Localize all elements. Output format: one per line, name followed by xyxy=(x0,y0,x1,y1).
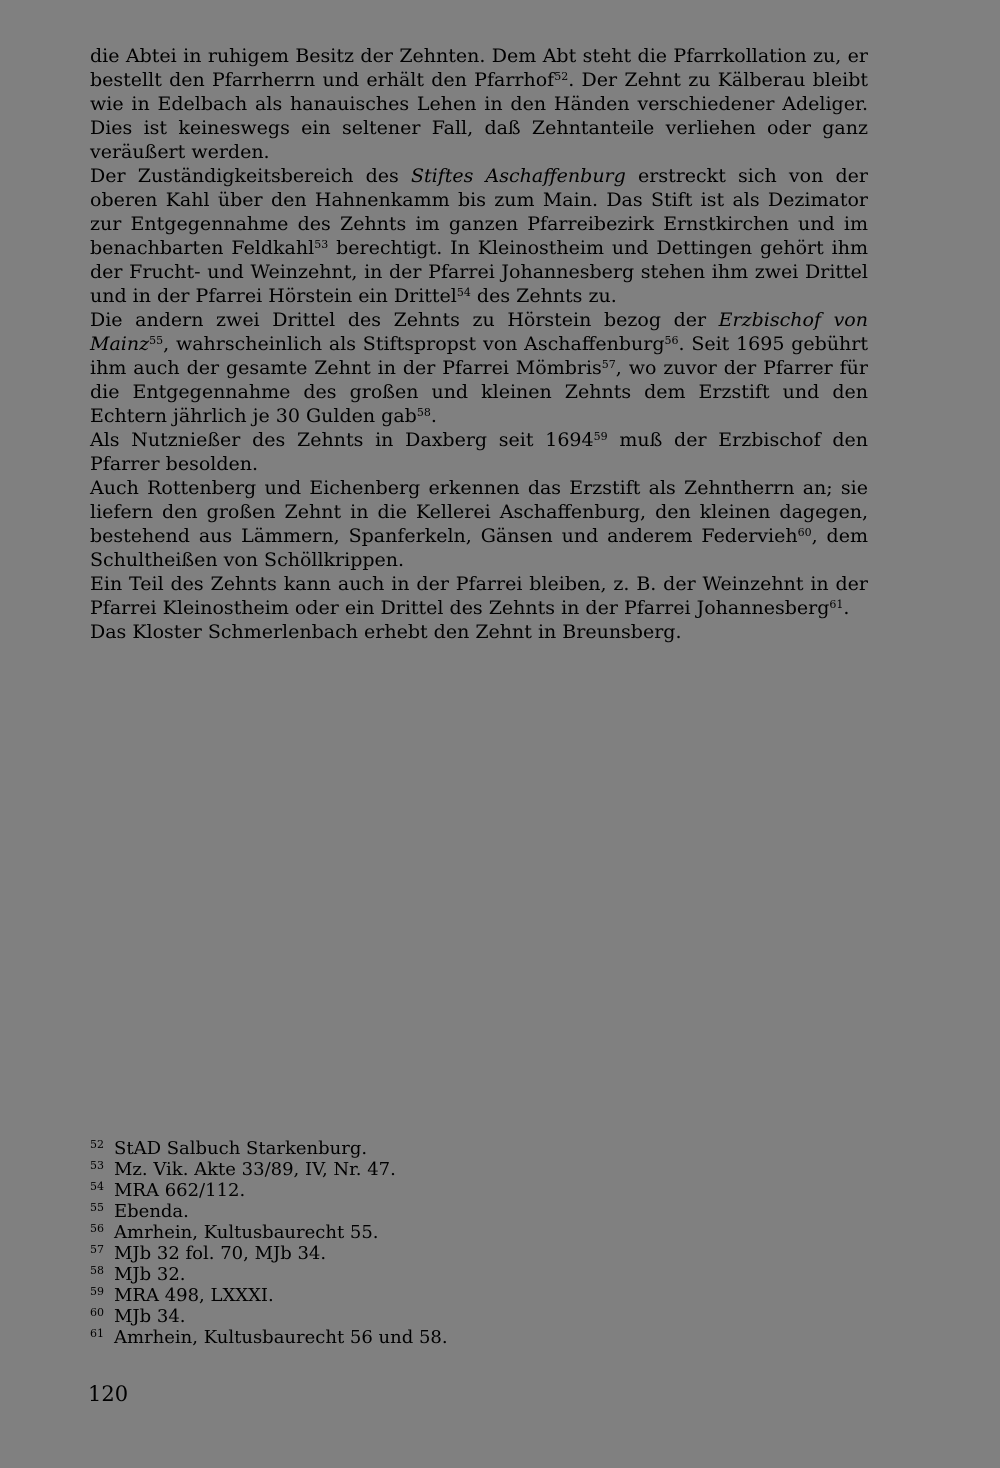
footnote-text: Ebenda. xyxy=(114,1201,189,1222)
text-run: . xyxy=(430,405,437,427)
paragraph xyxy=(90,572,868,620)
footnote xyxy=(90,1306,690,1327)
footnote-text: MJb 32. xyxy=(114,1264,186,1285)
text-run: , wo zuvor der Pfarrer für die Entgegennahme des großen und kleinen Zehnts dem Erzstift und den Echtern jährlich je 30 Gulden gab xyxy=(90,357,869,427)
footnote-reference: 54 xyxy=(456,286,471,299)
footnote xyxy=(90,1180,690,1201)
text-run: des Zehnts zu. xyxy=(470,285,617,307)
text-run: Der Zuständigkeitsbereich des xyxy=(90,165,411,187)
footnote-text: MRA 662/112. xyxy=(114,1180,246,1201)
italic-text-run: Stiftes Aschaffenburg xyxy=(410,165,626,187)
footnote-reference: 57 xyxy=(601,358,616,371)
paragraph xyxy=(90,308,868,428)
text-run: muß der Erzbischof den Pfarrer besolden. xyxy=(90,429,868,475)
paragraph xyxy=(90,620,868,644)
text-run: Das Kloster Schmerlenbach erhebt den Zehnt in Breunsberg. xyxy=(90,621,682,643)
text-run: . Seit 1695 gebührt ihm auch der gesamte Zehnt in der Pfarrei Mömbris xyxy=(90,333,869,379)
paragraph xyxy=(90,164,868,308)
text-run: Als Nutznießer des Zehnts in Daxberg seit 1694 xyxy=(90,429,594,451)
footnote-reference: 55 xyxy=(149,334,164,347)
footnote-number: 54 xyxy=(90,1180,104,1193)
paragraph xyxy=(90,44,868,164)
footnote-text: StAD Salbuch Starkenburg. xyxy=(114,1138,368,1159)
footnote xyxy=(90,1138,690,1159)
text-run: erstreckt sich von der oberen Kahl über den Hahnenkamm bis zum Main. Das Stift ist als Dezimator zur Entgegennahme des Zehnts im ganzen Pfarreibezirk Ernstkirchen und im benachbarten Feldkahl xyxy=(90,165,868,259)
footnote-number: 61 xyxy=(90,1327,104,1340)
text-run: berechtigt. In Kleinostheim und Dettingen gehört ihm der Frucht- und Weinzehnt, in der Pfarrei Johannesberg stehen ihm zwei Drittel und in der Pfarrei Hörstein ein Drittel xyxy=(90,237,868,307)
footnote xyxy=(90,1264,690,1285)
footnote-reference: 56 xyxy=(664,334,679,347)
footnote-reference: 53 xyxy=(314,238,329,251)
footnote xyxy=(90,1159,690,1180)
footnote xyxy=(90,1285,690,1306)
footnote-number: 57 xyxy=(90,1243,104,1256)
text-run: , wahrscheinlich als Stiftspropst von Aschaffenburg xyxy=(163,333,665,355)
footnote xyxy=(90,1243,690,1264)
paragraph xyxy=(90,428,868,476)
footnote-number: 58 xyxy=(90,1264,104,1277)
footnote-number: 53 xyxy=(90,1159,104,1172)
text-run: Ein Teil des Zehnts kann auch in der Pfarrei bleiben, z. B. der Weinzehnt in der Pfarrei Kleinostheim oder ein Drittel des Zehnts in der Pfarrei Johannesberg xyxy=(90,573,868,619)
italic-text-run: Erzbischof von Mainz xyxy=(90,309,868,355)
footnote xyxy=(90,1201,690,1222)
footnote-number: 60 xyxy=(90,1306,104,1319)
text-run: Die andern zwei Drittel des Zehnts zu Hörstein bezog der xyxy=(90,309,719,331)
text-run: . xyxy=(843,597,850,619)
text-run: die Abtei in ruhigem Besitz der Zehnten. Dem Abt steht die Pfarrkollation zu, er bestellt den Pfarrherrn und erhält den Pfarrhof xyxy=(90,45,868,91)
footnote-reference: 58 xyxy=(416,406,431,419)
footnote-number: 55 xyxy=(90,1201,104,1214)
text-run: . Der Zehnt zu Kälberau bleibt wie in Edelbach als hanauisches Lehen in den Händen verschiedener Adeliger. Dies ist keineswegs ein seltener Fall, daß Zehntanteile verliehen oder ganz veräußert werden. xyxy=(90,69,868,163)
footnote-text: MRA 498, LXXXI. xyxy=(114,1285,274,1306)
footnote-reference: 59 xyxy=(593,430,608,443)
paragraph xyxy=(90,476,868,572)
text-run: , dem Schultheißen von Schöllkrippen. xyxy=(90,525,868,571)
footnote-text: MJb 34. xyxy=(114,1306,186,1327)
footnote-text: Amrhein, Kultusbaurecht 56 und 58. xyxy=(114,1327,448,1348)
footnote-text: Amrhein, Kultusbaurecht 55. xyxy=(114,1222,379,1243)
footnotes xyxy=(90,1138,690,1348)
footnote-number: 59 xyxy=(90,1285,104,1298)
footnote-reference: 60 xyxy=(797,526,812,539)
footnote-reference: 52 xyxy=(554,70,569,83)
footnote xyxy=(90,1327,690,1348)
footnote xyxy=(90,1222,690,1243)
footnote-number: 56 xyxy=(90,1222,104,1235)
body-text xyxy=(90,44,868,644)
footnote-reference: 61 xyxy=(829,598,844,611)
page-number: 120 xyxy=(88,1382,129,1406)
footnote-number: 52 xyxy=(90,1138,104,1151)
footnote-text: Mz. Vik. Akte 33/89, IV, Nr. 47. xyxy=(114,1159,396,1180)
footnote-text: MJb 32 fol. 70, MJb 34. xyxy=(114,1243,327,1264)
text-run: Auch Rottenberg und Eichenberg erkennen das Erzstift als Zehntherrn an; sie liefern den großen Zehnt in die Kellerei Aschaffenburg, den kleinen dagegen, bestehend aus Lämmern, Spanferkeln, Gänsen und anderem Federvieh xyxy=(90,477,868,547)
